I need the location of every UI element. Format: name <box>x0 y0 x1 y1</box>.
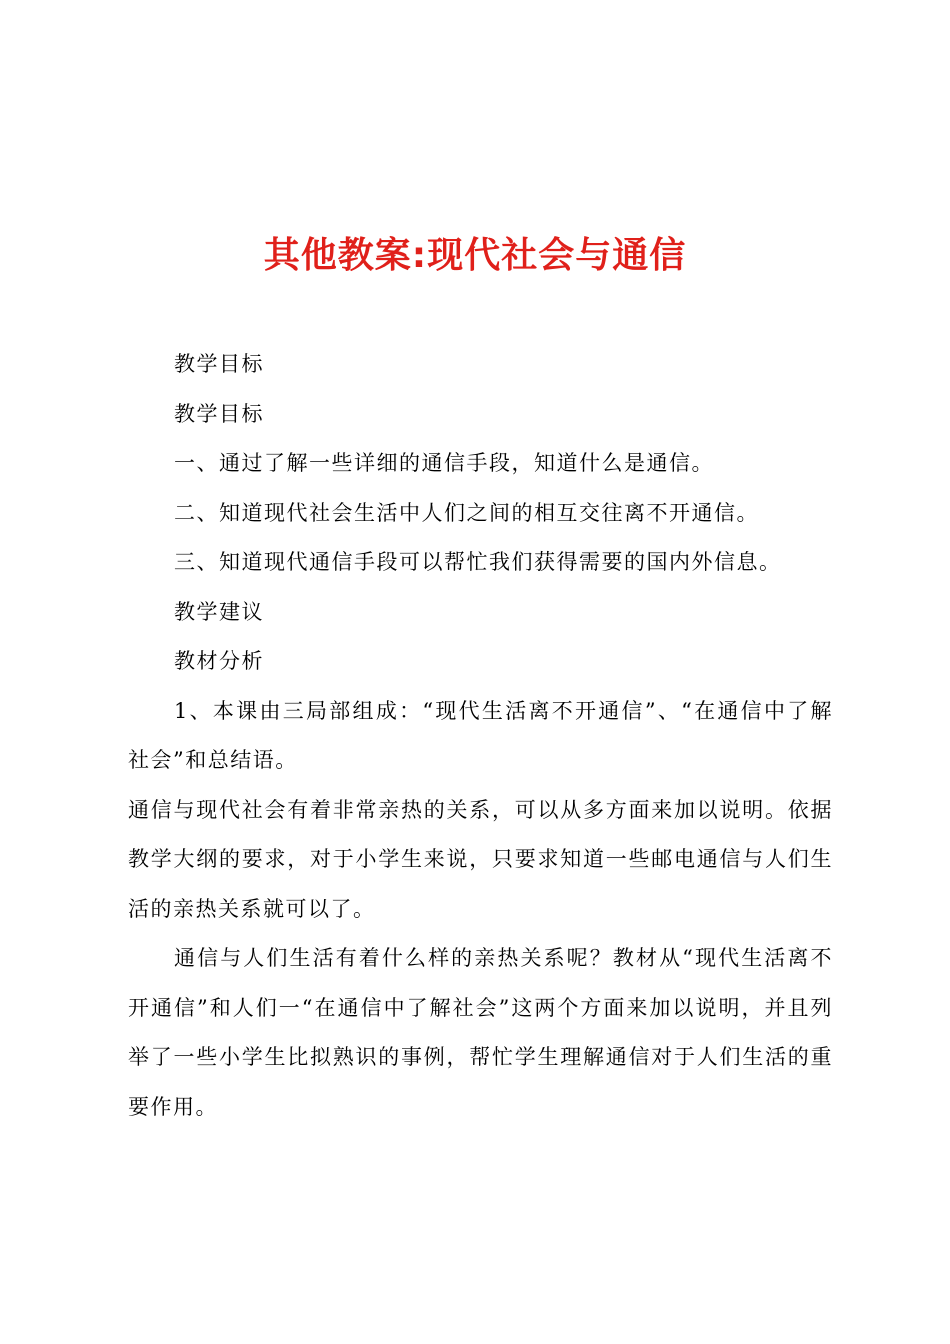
document-title: 其他教案:现代社会与通信 <box>263 235 687 277</box>
paragraph-heading-objectives: 教学目标 <box>174 352 264 376</box>
document-body <box>128 340 833 1132</box>
paragraph-objective-1: 一、通过了解一些详细的通信手段，知道什么是通信。 <box>174 451 714 475</box>
paragraph-analysis-2: 通信与现代社会有着非常亲热的关系，可以从多方面来加以说明。依据教学大纲的要求，对于小学生来说，只要求知道一些邮电通信与人们生活的亲热关系就可以了。 <box>128 797 833 921</box>
paragraph-heading-analysis: 教材分析 <box>174 649 264 673</box>
paragraph-analysis-3: 通信与人们生活有着什么样的亲热关系呢？教材从“现代生活离不开通信”和人们一“在通信中了解社会”这两个方面来加以说明，并且列举了一些小学生比拟熟识的事例，帮忙学生理解通信对于人们生活的重要作用。 <box>128 946 833 1119</box>
paragraph-objective-2: 二、知道现代社会生活中人们之间的相互交往离不开通信。 <box>174 500 759 525</box>
paragraph-objective-3: 三、知道现代通信手段可以帮忙我们获得需要的国内外信息。 <box>174 550 782 574</box>
paragraph-heading-suggestions: 教学建议 <box>174 599 264 624</box>
paragraph-analysis-1: 1、本课由三局部组成：“现代生活离不开通信”、“在通信中了解社会”和总结语。 <box>128 698 833 772</box>
paragraph-heading-objectives-repeat: 教学目标 <box>174 401 264 426</box>
